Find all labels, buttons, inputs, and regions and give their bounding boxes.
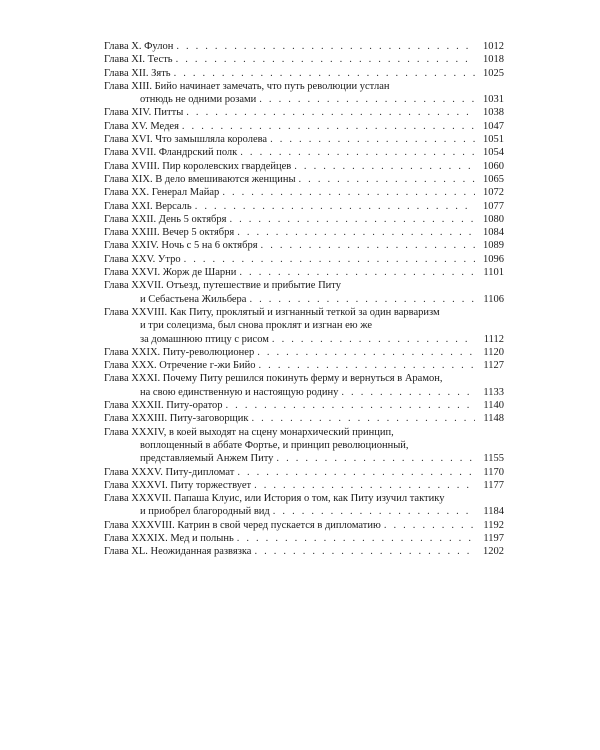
toc-entry-line [104,133,504,146]
toc-entry-line [104,93,504,106]
toc-entry [104,372,504,399]
toc-page-number: 1101 [483,267,504,279]
toc-page-number: 1133 [483,386,504,398]
toc-entry-line [104,346,504,359]
toc-page-number: 1170 [483,466,504,478]
toc-entry-title: на свою единственную и настоящую родину [140,386,339,398]
toc-entry [104,160,504,173]
toc-entry-title: за домашнюю птицу с рисом [140,333,269,345]
toc-page-number: 1025 [483,67,504,79]
dot-leader [276,452,475,465]
toc-entry-title: Глава XXVIII. Как Питу, проклятый и изгнанный теткой за один варваризм [104,306,440,318]
toc-entry-title: Глава XVI. Что замышляла королева [104,134,268,146]
toc-page-number: 1140 [483,400,504,412]
dot-leader [229,213,475,226]
dot-leader [341,386,475,399]
toc-entry-line [104,545,504,558]
toc-entry-title: Глава XXVII. Отъезд, путешествие и прибытие Питу [104,280,341,292]
toc-entry [104,466,504,479]
toc-entry-line [104,452,504,465]
dot-leader [226,399,475,412]
dot-leader [237,226,475,239]
toc-entry-line [104,466,504,479]
toc-entry-title: Глава XXXIV, в коей выходят на сцену монархический принцип, [104,426,394,438]
toc-entry-title: представляемый Анжем Питу [140,453,274,465]
toc-entry-title: Глава XXIII. Вечер 5 октября [104,227,235,239]
toc-entry-title: Глава XXIV. Ночь с 5 на 6 октября [104,240,258,252]
dot-leader [237,466,475,479]
toc-entry [104,253,504,266]
toc-page-number: 1197 [483,532,504,544]
toc-entry-title: Глава XII. Зять [104,67,171,79]
toc-entry [104,279,504,306]
dot-leader [176,40,475,53]
toc-page-number: 1120 [483,346,504,358]
toc-entry-line [104,532,504,545]
toc-entry [104,306,504,346]
toc-entry-line [104,426,504,439]
toc-entry-title: Глава XXXI. Почему Питу решился покинуть ферму и вернуться в Арамон, [104,373,443,385]
dot-leader [182,120,475,133]
toc-entry-title: воплощенный в аббате Фортье, и принцип революционный, [140,439,409,451]
toc-entry-title: и Себастьена Жильбера [140,293,247,305]
dot-leader [259,93,475,106]
toc-entry [104,200,504,213]
toc-entry-line [104,106,504,119]
toc-entry-line [104,412,504,425]
toc-entry [104,53,504,66]
toc-entry-line [104,200,504,213]
toc-page-number: 1047 [483,120,504,132]
toc-page-number: 1065 [483,173,504,185]
toc-entry-title: Глава X. Фулон [104,41,174,52]
toc-entry-title: Глава XXV. Утро [104,253,181,265]
table-of-contents [104,40,504,559]
dot-leader [184,253,475,266]
toc-page-number: 1054 [483,147,504,159]
toc-entry-line [104,359,504,372]
toc-page-number: 1089 [483,240,504,252]
toc-page-number: 1060 [483,160,504,172]
toc-page-number: 1148 [483,413,504,425]
toc-entry-line [104,146,504,159]
toc-entry [104,173,504,186]
toc-entry-line [104,160,504,173]
toc-entry-line [104,399,504,412]
toc-entry-title: Глава XXXV. Питу-дипломат [104,466,235,478]
dot-leader [261,239,475,252]
toc-entry-title: Глава XXI. Версаль [104,200,192,212]
toc-entry-line [104,333,504,346]
toc-entry-title: и три солецизма, был снова проклят и изгнан ею же [140,320,372,332]
toc-entry [104,133,504,146]
toc-entry-line [104,372,504,385]
toc-entry-line [104,279,504,292]
toc-entry-title: Глава XXII. День 5 октября [104,213,227,225]
toc-entry [104,412,504,425]
toc-page-number: 1127 [483,360,504,372]
toc-page-number: 1038 [483,107,504,119]
toc-page-number: 1096 [483,253,504,265]
toc-entry-title: Глава XIV. Питты [104,107,184,119]
toc-page-number: 1031 [483,94,504,106]
dot-leader [384,519,475,532]
toc-entry [104,426,504,466]
toc-entry [104,492,504,519]
toc-entry-line [104,173,504,186]
toc-page-number: 1072 [483,187,504,199]
toc-entry [104,146,504,159]
toc-entry [104,266,504,279]
dot-leader [249,293,475,306]
dot-leader [254,545,475,558]
toc-page-number: 1077 [483,200,504,212]
dot-leader [239,266,475,279]
dot-leader [294,160,475,173]
toc-entry [104,479,504,492]
toc-page-number: 1155 [483,453,504,465]
toc-entry-line [104,239,504,252]
toc-entry [104,239,504,252]
toc-entry [104,80,504,107]
toc-entry-line [104,492,504,505]
toc-page-number: 1018 [483,54,504,66]
toc-entry [104,67,504,80]
toc-page-number: 1192 [483,519,504,531]
toc-entry-title: Глава XL. Неожиданная развязка [104,546,252,558]
dot-leader [237,532,475,545]
toc-entry-title: Глава XXXVIII. Катрин в свой черед пускается в дипломатию [104,519,381,531]
toc-entry-title: Глава XI. Тесть [104,54,173,66]
toc-entry-line [104,40,504,53]
toc-entry-line [104,306,504,319]
toc-entry [104,346,504,359]
toc-page-number: 1177 [483,479,504,491]
toc-entry [104,120,504,133]
toc-page-number: 1012 [483,41,504,52]
toc-entry-title: Глава XVIII. Пир королевских гвардейцев [104,160,292,172]
toc-entry [104,532,504,545]
dot-leader [257,346,475,359]
toc-entry [104,226,504,239]
toc-entry-line [104,67,504,80]
toc-entry-line [104,53,504,66]
toc-entry [104,545,504,558]
toc-entry-title: Глава XXX. Отречение г-жи Бийо [104,360,256,372]
toc-entry-title: Глава XIII. Бийо начинает замечать, что путь революции устлан [104,80,390,92]
toc-entry-title: Глава XX. Генерал Майар [104,187,220,199]
toc-entry-title: Глава XV. Медея [104,120,179,132]
dot-leader [254,479,475,492]
toc-entry-line [104,213,504,226]
toc-entry-line [104,293,504,306]
toc-entry-line [104,319,504,332]
toc-page-number: 1084 [483,227,504,239]
dot-leader [251,412,475,425]
toc-entry [104,106,504,119]
toc-entry-title: Глава XXXII. Питу-оратор [104,400,223,412]
toc-entry-title: Глава XXXVI. Питу торжествует [104,479,252,491]
toc-entry [104,399,504,412]
dot-leader [299,173,475,186]
dot-leader [240,146,475,159]
toc-entry-line [104,186,504,199]
toc-entry-title: Глава XXIX. Питу-революционер [104,346,255,358]
toc-entry-line [104,253,504,266]
toc-entry-line [104,386,504,399]
toc-entry-title: Глава XVII. Фландрский полк [104,147,238,159]
toc-entry-line [104,479,504,492]
toc-entry-title: Глава XXXVII. Папаша Клуис, или История о том, как Питу изучил тактику [104,493,445,505]
toc-entry-title: отнюдь не одними розами [140,94,257,106]
toc-entry-line [104,226,504,239]
toc-entry-line [104,80,504,93]
toc-entry [104,519,504,532]
toc-entry [104,40,504,53]
toc-entry-line [104,266,504,279]
dot-leader [270,133,475,146]
dot-leader [176,53,475,66]
dot-leader [222,186,475,199]
toc-page-number: 1080 [483,213,504,225]
toc-page-number: 1112 [483,333,504,345]
toc-entry-title: Глава XXVI. Жорж де Шарни [104,267,237,279]
toc-entry-title: Глава XIX. В дело вмешиваются женщины [104,173,296,185]
toc-entry [104,186,504,199]
toc-entry-title: и приобрел благородный вид [140,506,270,518]
toc-entry [104,359,504,372]
dot-leader [186,106,475,119]
toc-entry-title: Глава XXXIX. Мед и полынь [104,532,234,544]
toc-page-number: 1106 [483,293,504,305]
toc-page-number: 1202 [483,546,504,558]
dot-leader [273,505,475,518]
toc-entry-line [104,505,504,518]
toc-page-number: 1184 [483,506,504,518]
toc-entry-line [104,120,504,133]
toc-entry-title: Глава XXXIII. Питу-заговорщик [104,413,249,425]
toc-entry-line [104,439,504,452]
dot-leader [195,200,475,213]
dot-leader [174,67,475,80]
toc-entry-line [104,519,504,532]
toc-entry [104,213,504,226]
toc-page-number: 1051 [483,134,504,146]
dot-leader [259,359,475,372]
dot-leader [272,333,475,346]
